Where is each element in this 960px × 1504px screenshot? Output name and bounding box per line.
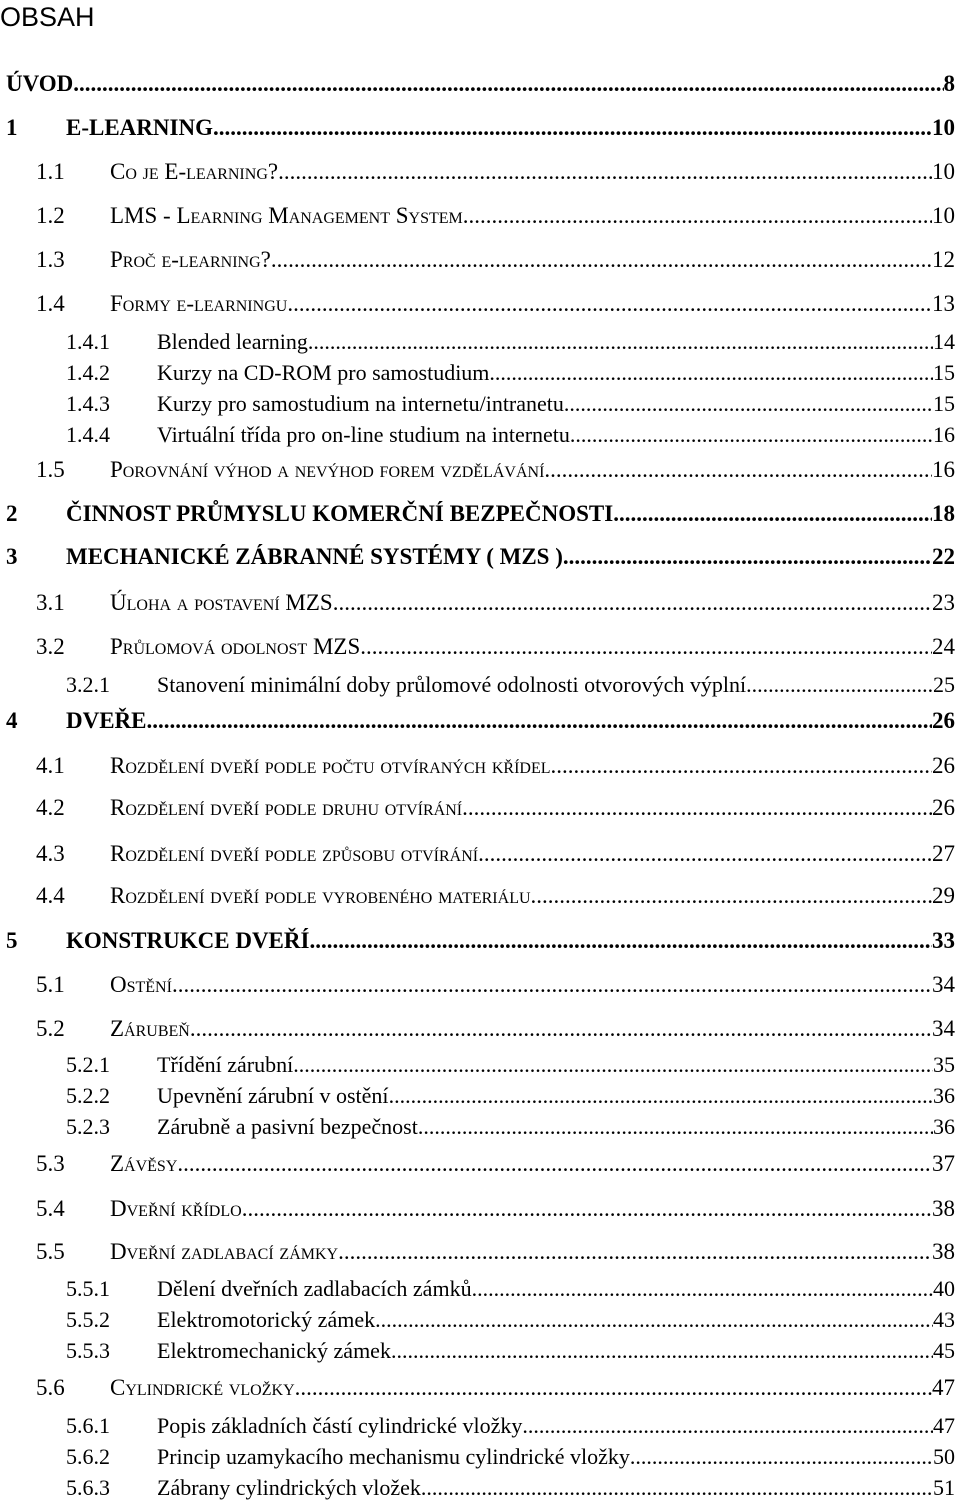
toc-entry-number: 1.5: [36, 457, 65, 482]
toc-entry-number: 2: [6, 501, 18, 526]
toc-entry[interactable]: [0, 1441, 960, 1473]
toc-entry-number: 1.4.3: [66, 391, 110, 416]
toc-entry[interactable]: [0, 244, 960, 276]
toc-entry-number: 3: [6, 544, 18, 569]
toc-entry-number: 1: [6, 115, 18, 140]
toc-entry-title: Blended learning: [157, 329, 308, 354]
toc-entry-page: 34: [932, 1016, 955, 1041]
toc-entry[interactable]: [0, 838, 960, 870]
toc-entry-title: Ostění: [110, 972, 172, 997]
toc-entry-page: 10: [932, 115, 955, 140]
toc-entry-title: Rozdělení dveří podle druhu otvírání: [110, 795, 463, 820]
toc-entry-title: Rozdělení dveří podle počtu otvíraných křídel: [110, 753, 551, 778]
toc-entry[interactable]: [0, 880, 960, 912]
toc-entry[interactable]: [0, 541, 960, 573]
toc-entry-number: 4.1: [36, 753, 65, 778]
toc-entry[interactable]: [0, 1472, 960, 1504]
toc-entry-title: Porovnání výhod a nevýhod forem vzdělávání: [110, 457, 545, 482]
toc-entry-title: Rozdělení dveří podle způsobu otvírání: [110, 841, 479, 866]
toc-entry[interactable]: [0, 326, 960, 358]
toc-entry-number: 3.1: [36, 590, 65, 615]
toc-entry-page: 26: [932, 708, 955, 733]
dot-leader: [360, 631, 932, 663]
toc-entry-number: 5.5.3: [66, 1338, 110, 1363]
dot-leader: [551, 750, 933, 782]
toc-entry-number: 5.5.2: [66, 1307, 110, 1332]
toc-entry-page: 24: [932, 634, 955, 659]
dot-leader: [478, 838, 932, 870]
toc-entry[interactable]: [0, 792, 960, 824]
toc-entry-title: DVEŘE: [66, 708, 147, 733]
toc-entry-title: Stanovení minimální doby průlomové odolnosti otvorových výplní: [157, 672, 747, 697]
toc-entry-title: Popis základních částí cylindrické vložky: [157, 1413, 523, 1438]
toc-entry[interactable]: [0, 925, 960, 957]
toc-entry-number: 4.3: [36, 841, 65, 866]
toc-entry-number: 5.3: [36, 1151, 65, 1176]
toc-entry-number: 1.4.1: [66, 329, 110, 354]
toc-entry-title: Úloha a postavení MZS: [110, 590, 333, 615]
toc-entry-title: Zárubeň: [110, 1016, 190, 1041]
toc-entry-number: 5: [6, 928, 18, 953]
dot-leader: [295, 1372, 932, 1404]
toc-entry-page: 43: [933, 1307, 955, 1332]
dot-leader: [489, 357, 933, 389]
toc-entry-page: 10: [932, 159, 955, 184]
toc-entry-title: Cylindrické vložky: [110, 1375, 295, 1400]
toc-entry[interactable]: [0, 750, 960, 782]
toc-entry-number: 5.6.1: [66, 1413, 110, 1438]
page-title: OBSAH: [0, 2, 95, 32]
toc-entry[interactable]: [0, 112, 960, 144]
toc-entry-title: Kurzy na CD-ROM pro samostudium: [157, 360, 490, 385]
dot-leader: [172, 969, 932, 1001]
toc-entry-title: Rozdělení dveří podle vyrobeného materiálu: [110, 883, 531, 908]
toc-entry-page: 36: [933, 1114, 955, 1139]
toc-entry[interactable]: [0, 1193, 960, 1225]
toc-entry-title: LMS - Learning Management System: [110, 203, 463, 228]
toc-entry-page: 22: [932, 544, 955, 569]
toc-entry[interactable]: [0, 357, 960, 389]
toc-entry-page: 50: [933, 1444, 955, 1469]
toc-entry-page: 35: [933, 1052, 955, 1077]
toc-entry-page: 15: [933, 360, 955, 385]
dot-leader: [389, 1080, 933, 1112]
toc-entry-number: 1.2: [36, 203, 65, 228]
toc-entry[interactable]: [0, 288, 960, 320]
dot-leader: [293, 1049, 933, 1081]
toc-entry-page: 23: [932, 590, 955, 615]
toc-entry-page: 29: [932, 883, 955, 908]
toc-entry-number: 5.2.1: [66, 1052, 110, 1077]
toc-entry-number: 3.2.1: [66, 672, 110, 697]
toc-entry-number: 1.4.4: [66, 422, 110, 447]
dot-leader: [375, 1304, 933, 1336]
toc-entry-page: 8: [943, 71, 955, 96]
toc-entry-number: 5.2.2: [66, 1083, 110, 1108]
toc-entry[interactable]: [0, 587, 960, 619]
toc-entry-number: 3.2: [36, 634, 65, 659]
toc-entry-page: 16: [932, 457, 955, 482]
dot-leader: [190, 1013, 932, 1045]
toc-entry-page: 13: [932, 291, 955, 316]
toc-entry-title: Závěsy: [110, 1151, 178, 1176]
dot-leader: [418, 1111, 933, 1143]
toc-entry[interactable]: [0, 388, 960, 420]
toc-entry-page: 15: [933, 391, 955, 416]
toc-entry-title: Elektromechanický zámek: [157, 1338, 391, 1363]
toc-entry-page: 36: [933, 1083, 955, 1108]
toc-entry-title: Princip uzamykacího mechanismu cylindrické vložky: [157, 1444, 630, 1469]
toc-entry-page: 47: [933, 1413, 955, 1438]
toc-entry-number: 5.4: [36, 1196, 65, 1221]
toc-entry[interactable]: [0, 1049, 960, 1081]
toc-entry-page: 10: [932, 203, 955, 228]
toc-entry-number: 5.2: [36, 1016, 65, 1041]
toc-entry-page: 51: [933, 1475, 955, 1500]
toc-entry-page: 37: [932, 1151, 955, 1176]
toc-entry[interactable]: [0, 705, 960, 737]
toc-entry-title: Kurzy pro samostudium na internetu/intranetu: [157, 391, 564, 416]
dot-leader: [391, 1335, 933, 1367]
toc-entry[interactable]: [0, 156, 960, 188]
toc-entry-page: 38: [932, 1239, 955, 1264]
toc-entry-page: 26: [932, 753, 955, 778]
toc-entry-title: Dveřní zadlabací zámky: [110, 1239, 339, 1264]
toc-entry-number: 5.1: [36, 972, 65, 997]
dot-leader: [462, 792, 932, 824]
dot-leader: [613, 498, 932, 530]
toc-entry[interactable]: [0, 1111, 960, 1143]
dot-leader: [309, 925, 932, 957]
toc-entry-number: 5.5: [36, 1239, 65, 1264]
toc-entry-number: 5.5.1: [66, 1276, 110, 1301]
toc-entry[interactable]: [0, 1236, 960, 1268]
dot-leader: [177, 1148, 932, 1180]
toc-entry-title: Elektromotorický zámek: [157, 1307, 376, 1332]
toc-entry-number: 1.4.2: [66, 360, 110, 385]
toc-entry-title: KONSTRUKCE DVEŘÍ: [66, 928, 310, 953]
dot-leader: [564, 388, 933, 420]
toc-entry-title: MECHANICKÉ ZÁBRANNÉ SYSTÉMY ( MZS ): [66, 544, 563, 569]
toc-entry-title: ÚVOD: [6, 71, 74, 96]
toc-entry[interactable]: [0, 631, 960, 663]
toc-entry-page: 16: [933, 422, 955, 447]
dot-leader: [308, 326, 933, 358]
toc-entry-number: 1.3: [36, 247, 65, 272]
toc-entry[interactable]: [0, 669, 960, 701]
toc-entry-number: 4.4: [36, 883, 65, 908]
toc-entry-page: 38: [932, 1196, 955, 1221]
dot-leader: [522, 1410, 933, 1442]
toc-entry[interactable]: [0, 1080, 960, 1112]
toc-entry-title: Proč e-learning?: [110, 247, 271, 272]
toc-entry[interactable]: [0, 1273, 960, 1305]
toc-entry-page: 34: [932, 972, 955, 997]
toc-entry[interactable]: [0, 1410, 960, 1442]
toc-entry-title: ČINNOST PRŮMYSLU KOMERČNÍ BEZPEČNOSTI: [66, 501, 614, 526]
toc-entry-title: E-LEARNING: [66, 115, 213, 140]
toc-entry-page: 33: [932, 928, 955, 953]
dot-leader: [544, 454, 932, 486]
toc-entry-number: 5.6.3: [66, 1475, 110, 1500]
toc-entry-page: 27: [932, 841, 955, 866]
toc-entry[interactable]: [0, 1304, 960, 1336]
toc-entry-title: Co je E-learning?: [110, 159, 279, 184]
toc-entry-page: 18: [932, 501, 955, 526]
toc-entry-title: Průlomová odolnost MZS: [110, 634, 361, 659]
toc-entry[interactable]: [0, 1148, 960, 1180]
dot-leader: [271, 244, 932, 276]
dot-leader: [746, 669, 933, 701]
toc-entry-title: Zárubně a pasivní bezpečnost: [157, 1114, 418, 1139]
dot-leader: [73, 68, 943, 100]
toc-entry-page: 12: [932, 247, 955, 272]
dot-leader: [333, 587, 932, 619]
toc-entry[interactable]: [0, 498, 960, 530]
toc-entry-page: 40: [933, 1276, 955, 1301]
toc-entry[interactable]: [0, 454, 960, 486]
toc-entry-page: 14: [933, 329, 955, 354]
toc-entry-number: 5.6.2: [66, 1444, 110, 1469]
toc-entry-page: 26: [932, 795, 955, 820]
toc-entry[interactable]: [0, 1335, 960, 1367]
toc-entry-number: 5.2.3: [66, 1114, 110, 1139]
dot-leader: [242, 1193, 932, 1225]
dot-leader: [278, 156, 932, 188]
toc-entry[interactable]: [0, 1372, 960, 1404]
toc-entry-page: 47: [932, 1375, 955, 1400]
toc-entry[interactable]: [0, 969, 960, 1001]
dot-leader: [570, 419, 933, 451]
dot-leader: [338, 1236, 932, 1268]
dot-leader: [287, 288, 932, 320]
toc-entry-title: Třídění zárubní: [157, 1052, 294, 1077]
toc-entry[interactable]: [0, 1013, 960, 1045]
toc-entry-title: Upevnění zárubní v ostění: [157, 1083, 389, 1108]
toc-entry-number: 1.4: [36, 291, 65, 316]
toc-entry-number: 4.2: [36, 795, 65, 820]
dot-leader: [472, 1273, 933, 1305]
toc-entry[interactable]: [0, 68, 960, 100]
toc-entry-page: 45: [933, 1338, 955, 1363]
toc-entry-number: 4: [6, 708, 18, 733]
dot-leader: [213, 112, 932, 144]
toc-entry[interactable]: [0, 419, 960, 451]
dot-leader: [630, 1441, 933, 1473]
toc-entry-title: Zábrany cylindrických vložek: [157, 1475, 421, 1500]
toc-entry-title: Dělení dveřních zadlabacích zámků: [157, 1276, 472, 1301]
toc-entry-title: Virtuální třída pro on-line studium na internetu: [157, 422, 570, 447]
dot-leader: [563, 541, 932, 573]
dot-leader: [463, 200, 932, 232]
toc-entry-title: Dveřní křídlo: [110, 1196, 242, 1221]
dot-leader: [421, 1472, 933, 1504]
dot-leader: [531, 880, 932, 912]
toc-entry-page: 25: [933, 672, 955, 697]
toc-entry-title: Formy e-learningu: [110, 291, 288, 316]
toc-entry[interactable]: [0, 200, 960, 232]
dot-leader: [147, 705, 932, 737]
toc-entry-number: 1.1: [36, 159, 65, 184]
toc-entry-number: 5.6: [36, 1375, 65, 1400]
